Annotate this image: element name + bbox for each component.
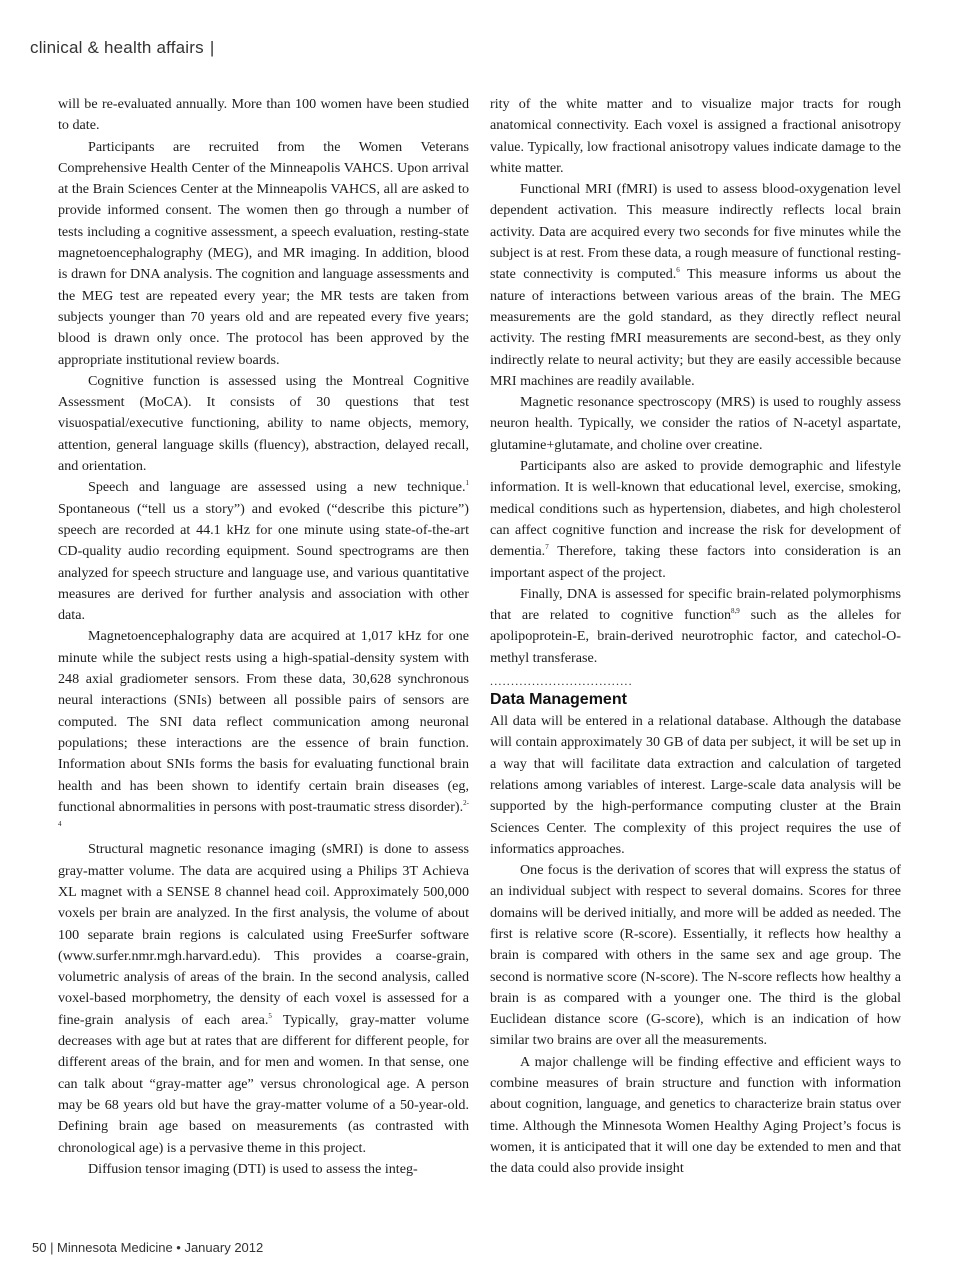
paragraph-text: Spontaneous (“tell us a story”) and evoked (“describe this picture”) speech are recorded at 44.1 kHz for one minute using state-of-the-art CD-quality audio recording equipment. Sound spectrograms are then analyzed for speech structure and language use, and various quantitative measures are derived for further analysis and association with other data. [58,500,469,624]
paragraph-text: This measure informs us about the nature of interactions between various areas of the brain. The MEG measurements are the gold standard, as they directly reflect neural activity. The resting fMRI measurements are second-best, as they only indirectly relate to neural activity; but they are easily accessible because MRI machines are readily available. [490,266,901,389]
paragraph-text: such as the alleles for apolipoprotein-E, brain-derived neurotrophic factor, and catechol-O-methyl transferase. [490,607,902,666]
paragraph [58,477,469,626]
page-footer: 50 | Minnesota Medicine • January 2012 [32,1240,264,1255]
paragraph-text: Typically, gray-matter volume decreases with age but at rates that are different for different people, for different areas of the brain, and for men and women. In that sense, one can talk about “gray-matter age” versus chronological age. A person may be 68 years old but have the gray-matter volume of a 50-year-old. Defining brain age based on measurements (as contrasted with chronological age) is a pervasive theme in this project. [58,1011,469,1156]
paragraph [58,626,469,839]
paragraph: A major challenge will be finding effective and efficient ways to combine measures of brain structure and function with information about cognition, language, and genetics to characterize brain status over time. Although the Minnesota Women Healthy Aging Project’s focus is women, it is anticipated that it will one day be extended to men and that the data could also provide insight [490,1053,901,1177]
running-header [30,38,214,58]
paragraph [490,179,901,392]
paragraph [490,456,901,584]
paragraph: rity of the white matter and to visualize major tracts for rough anatomical connectivity. Each voxel is assigned a fractional anisotropy value. Typically, low fractional anisotropy values indicate damage to the white matter. [490,96,901,176]
reference-marker: 5 [268,1011,272,1020]
paragraph: Magnetic resonance spectroscopy (MRS) is used to roughly assess neuron health. Typically, we consider the ratios of N-acetyl aspartate, glutamine+glutamate, and choline over creatine. [490,394,901,453]
paragraph-text: Finally, DNA is assessed for specific brain-related polymorphisms that are related to cognitive function [490,585,901,624]
paragraph: All data will be entered in a relational database. Although the database will contain approximately 30 GB of data per subject, it will be set up in a way that will facilitate data extraction and calculation of targeted relations among variables of interest. Large-scale data analysis will be supported by the high-performance computing cluster at the Brain Sciences Center. The complexity of this project requires the use of informatics approaches. [490,713,901,857]
paragraph: Diffusion tensor imaging (DTI) is used to assess the integ- [88,1160,418,1177]
reference-marker: 6 [676,266,680,275]
paragraph [58,839,469,1158]
reference-marker: 8,9 [731,607,740,616]
paragraph: One focus is the derivation of scores that will express the status of an individual subject with respect to several domains. Scores for three domains will be derived initially, and more will be added as needed. The first is relative score (R-score). Essentially, it reflects how healthy a brain is compared with others in the same sex and age group. The second is normative score (N-score). The N-score reflects how healthy a brain is as compared with a younger one. The third is the global Euclidean distance score (G-score), which is an indication of how similar two brains are over all the measurements. [490,862,901,1049]
section-label: clinical & health affairs [30,38,204,57]
paragraph-text: Magnetoencephalography data are acquired at 1,017 kHz for one minute while the subject rests using a high-spatial-density system with 248 axial gradiometer sensors. From these data, 30,628 synchronous neural interactions (SNIs) between all possible pairs of sensors are computed. The SNI data reflect communication among neuronal populations; these interactions are the essence of brain function. Information about SNIs forms the basis for evaluating functional brain health and has been shown to identify certain brain diseases (eg, functional abnormalities in persons with post-traumatic stress disorder). [58,628,469,815]
paragraph: will be re-evaluated annually. More than 100 women have been studied to date. [58,96,469,134]
section-heading: Data Management [490,691,627,709]
paragraph-text: Therefore, taking these factors into consideration is an important aspect of the project. [490,543,901,581]
paragraph-text: Participants also are asked to provide demographic and lifestyle information. It is well-known that educational level, exercise, smoking, medical conditions such as hypertension, diabetes, and high cholesterol can affect cognitive function and increase the risk for development of dementia. [490,458,901,560]
reference-marker: 1 [465,479,469,488]
header-separator: | [209,38,215,57]
paragraph-text: Structural magnetic resonance imaging (sMRI) is done to assess gray-matter volume. The data are acquired using a Philips 3T Achieva XL magnet with a SENSE 8 channel head coil. Approximately 500,000 voxels per brain are analyzed. In the first analysis, the volume of about 100 separate brain regions is calculated using FreeSurfer software (www.surfer.nmr.mgh.harvard.edu). This provides a coarse-grain, volumetric analysis of areas of the brain. In the second analysis, called voxel-based morphometry, the density of each voxel is assessed for a fine-grain analysis of each area. [58,841,469,1028]
reference-marker: 2-4 [58,798,469,829]
reference-marker: 7 [545,543,549,552]
paragraph: Participants are recruited from the Women Veterans Comprehensive Health Center of the Minneapolis VAHCS. Upon arrival at the Brain Sciences Center at the Minneapolis VAHCS, all are asked to provide informed consent. The women then go through a number of tests including a cognitive assessment, a speech evaluation, resting-state magnetoencephalography (MEG), and MR imaging. In addition, blood is drawn for DNA analysis. The cognition and language assessments and the MEG test are repeated every year; the MR tests are taken from subjects younger than 70 years old and are repeated every five years; blood is drawn only once. The protocol has been approved by the appropriate institutional review boards. [58,138,469,368]
section-divider-dots: .................................. [490,675,633,688]
paragraph: Cognitive function is assessed using the Montreal Cognitive Assessment (MoCA). It consists of 30 questions that test visuospatial/executive functioning, ability to name objects, memory, attention, general language skills (fluency), abstraction, delayed recall, and orientation. [58,372,469,475]
left-column [58,94,469,1180]
paragraph [490,584,901,669]
right-column [490,94,901,1180]
paragraph-text: Functional MRI (fMRI) is used to assess blood-oxygenation level dependent activation. This measure indirectly reflects local brain activity. Data are acquired every two seconds for five minutes while the subject is at rest. From these data, a rough measure of functional resting-state connectivity is computed. [490,181,901,283]
paragraph-text: Speech and language are assessed using a new technique. [88,479,466,496]
